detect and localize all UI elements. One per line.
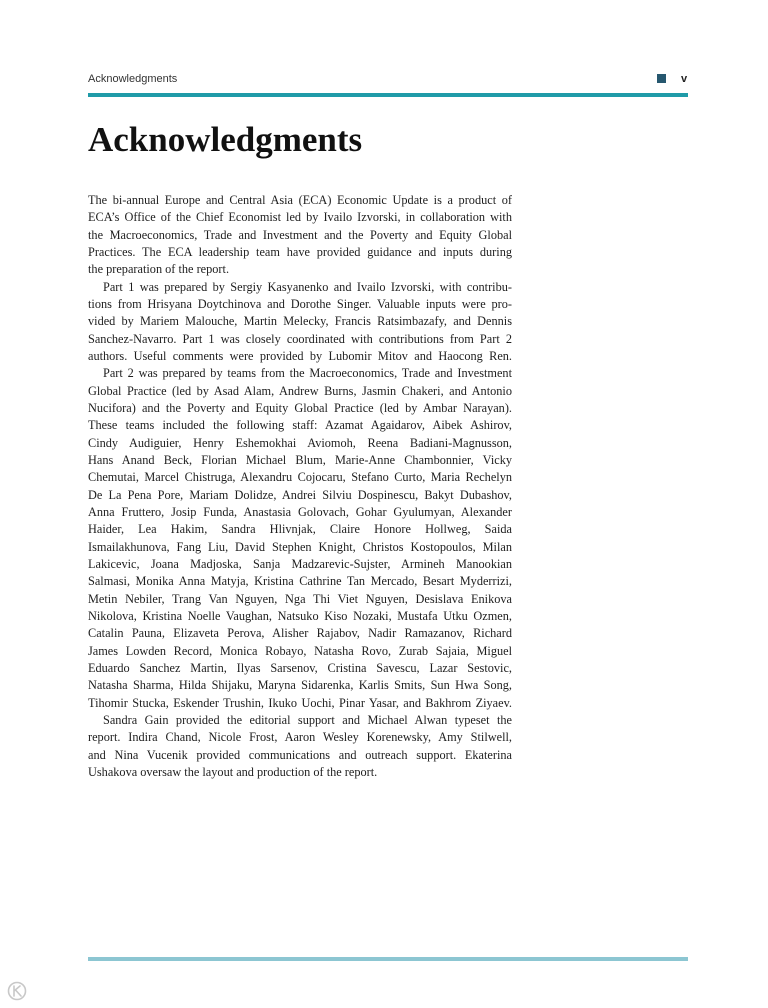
body-line: Lakicevic, Joana Madjoska, Sanja Madzarevic-Sujster, Armineh Manookian bbox=[88, 556, 512, 571]
body-line: Sandra Gain provided the editorial support and Michael Alwan typeset the bbox=[103, 712, 512, 727]
body-line: Part 2 was prepared by teams from the Macroeconomics, Trade and Investment bbox=[103, 366, 512, 381]
body-line: ECA’s Office of the Chief Economist led by Ivailo Izvorski, in collaboration with bbox=[88, 210, 512, 225]
square-marker-icon bbox=[657, 74, 666, 83]
body-line: Catalin Pauna, Elizaveta Perova, Alisher Rajabov, Nadir Ramazanov, Richard bbox=[88, 626, 512, 641]
body-line: and Nina Vucenik provided communications and outreach support. Ekaterina bbox=[88, 747, 512, 762]
page-title: Acknowledgments bbox=[88, 120, 363, 159]
page-number: v bbox=[681, 73, 688, 85]
body-line: Ismailakhunova, Fang Liu, David Stephen Knight, Christos Kostopoulos, Milan bbox=[88, 539, 512, 554]
body-line: Salmasi, Monika Anna Matyja, Kristina Cathrine Tan Mercado, Besart Myderrizi, bbox=[88, 574, 512, 589]
body-line: Nucifora) and the Poverty and Equity Global Practice (led by Ambar Narayan). bbox=[88, 400, 512, 415]
body-line: report. Indira Chand, Nicole Frost, Aaron Wesley Korenewsky, Amy Stilwell, bbox=[88, 730, 512, 745]
body-line: Chemutai, Marcel Chistruga, Alexandru Cojocaru, Stefano Curto, Maria Rechelyn bbox=[88, 470, 512, 485]
body-line: Practices. The ECA leadership team have provided guidance and inputs during bbox=[88, 244, 512, 259]
body-line: the Macroeconomics, Trade and Investment and the Poverty and Equity Global bbox=[88, 227, 512, 242]
body-line: Metin Nebiler, Trang Van Nguyen, Nga Thi Viet Nguyen, Desislava Enikova bbox=[88, 591, 512, 606]
body-line: Global Practice (led by Asad Alam, Andrew Burns, Jasmin Chakeri, and Antonio bbox=[88, 383, 512, 398]
body-line: Part 1 was prepared by Sergiy Kasyanenko and Ivailo Izvorski, with contribu- bbox=[103, 279, 512, 294]
body-line: authors. Useful comments were provided by Lubomir Mitov and Haocong Ren. bbox=[88, 348, 512, 363]
body-line: Ushakova oversaw the layout and production of the report. bbox=[88, 764, 378, 779]
body-line: Tihomir Stucka, Eskender Trushin, Ikuko Uochi, Pinar Yasar, and Bakhrom Ziyaev. bbox=[88, 695, 512, 710]
body-line: the preparation of the report. bbox=[88, 262, 230, 277]
body-line: Sanchez-Navarro. Part 1 was closely coordinated with contributions from Part 2 bbox=[88, 331, 512, 346]
body-line: James Lowden Record, Monica Robayo, Natasha Rovo, Zurab Sajaia, Miguel bbox=[88, 643, 512, 658]
watermark-logo-icon bbox=[6, 980, 30, 1002]
body-line: These teams included the following staff: Azamat Agaidarov, Aibek Ashirov, bbox=[88, 418, 512, 433]
paragraph bbox=[88, 712, 512, 781]
body-line: Nikolova, Kristina Noelle Vaughan, Natsuko Kiso Nozaki, Mustafa Utku Ozmen, bbox=[88, 608, 512, 623]
body-line: Hans Anand Beck, Florian Michael Blum, Marie-Anne Chambonnier, Vicky bbox=[88, 452, 512, 467]
paragraph bbox=[88, 192, 512, 279]
paragraph bbox=[88, 279, 512, 366]
body-line: vided by Mariem Malouche, Martin Melecky, Francis Ratsimbazafy, and Dennis bbox=[88, 314, 512, 329]
body-line: Cindy Audiguier, Henry Eshemokhai Aviomoh, Reena Badiani-Magnusson, bbox=[88, 435, 512, 450]
body-line: De La Pena Pore, Mariam Dolidze, Andrei Silviu Dospinescu, Bakyt Dubashov, bbox=[88, 487, 512, 502]
body-line: tions from Hrisyana Doytchinova and Dorothe Singer. Valuable inputs were pro- bbox=[88, 296, 512, 311]
body-text bbox=[88, 192, 512, 781]
body-line: Natasha Sharma, Hilda Shijaku, Maryna Sidarenka, Karlis Smits, Sun Hwa Song, bbox=[88, 678, 512, 693]
body-line: Anna Fruttero, Josip Funda, Anastasia Golovach, Gohar Gyulumyan, Alexander bbox=[88, 504, 512, 519]
header-rule bbox=[88, 93, 688, 97]
running-header-title: Acknowledgments bbox=[88, 73, 178, 85]
body-line: The bi-annual Europe and Central Asia (ECA) Economic Update is a product of bbox=[88, 193, 512, 207]
body-line: Haider, Lea Hakim, Sandra Hlivnjak, Claire Honore Hollweg, Saida bbox=[88, 522, 512, 537]
paragraph bbox=[88, 365, 512, 712]
body-line: Eduardo Sanchez Martin, Ilyas Sarsenov, Cristina Savescu, Lazar Sestovic, bbox=[88, 660, 512, 675]
footer-rule bbox=[88, 957, 688, 961]
